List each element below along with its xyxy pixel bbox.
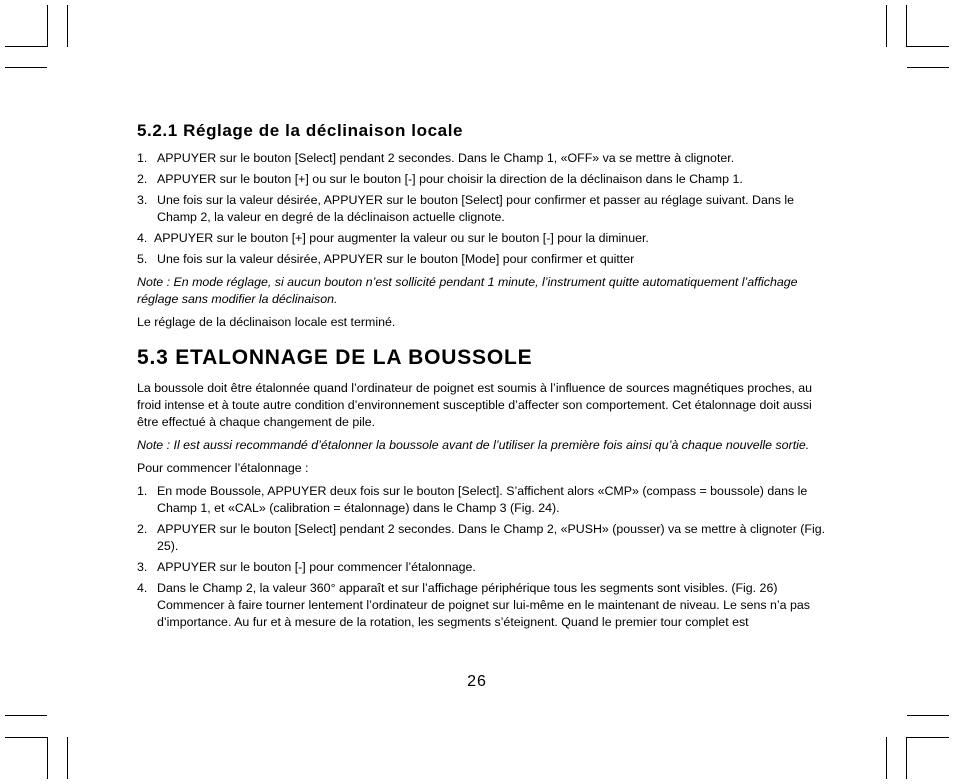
- list-item: [137, 150, 831, 167]
- crop-mark: [906, 46, 949, 47]
- intro-text: La boussole doit être étalonnée quand l’ordinateur de poignet est soumis à l’influence de sources magnétiques proches, au froid intense et à toute autre condition d’environnement susceptible d’affecter son comportement. Cet étalonnage doit aussi être effectué à chaque changement de pile.: [137, 381, 813, 429]
- step-text: APPUYER sur le bouton [-] pour commencer l’étalonnage.: [157, 560, 476, 574]
- step-number: 2.: [137, 522, 148, 536]
- page-number: 26: [467, 673, 487, 690]
- crop-mark: [67, 737, 68, 779]
- list-item: [137, 580, 831, 631]
- crop-mark: [906, 737, 907, 779]
- list-item: [137, 230, 831, 247]
- section-heading: 5.3 ETALONNAGE DE LA BOUSSOLE: [137, 346, 533, 369]
- step-number: 3.: [137, 560, 148, 574]
- step-text: En mode Boussole, APPUYER deux fois sur le bouton [Select]. S’affichent alors «CMP» (compass = boussole) dans le Champ 1, et «CAL» (calibration = étalonnage) dans le Champ 3 (Fig. 24).: [157, 484, 808, 515]
- list-item: [137, 171, 831, 188]
- crop-mark: [5, 67, 47, 68]
- crop-mark: [907, 67, 949, 68]
- crop-mark: [47, 737, 48, 779]
- crop-mark: [907, 715, 949, 716]
- conclusion-text: Le réglage de la déclinaison locale est terminé.: [137, 315, 396, 329]
- step-text: Dans le Champ 2, la valeur 360° apparaît et sur l’affichage périphérique tous les segments sont visibles. (Fig. 26) Commencer à faire tourner lentement l’ordinateur de poignet sur lui-même en le maintenant de niveau. Le sens n’a pas d’importance. Au fur et à mesure de la rotation, les segments s’éteignent. Quand le premier tour complet est: [157, 581, 810, 629]
- list-item: [137, 559, 831, 576]
- crop-mark: [886, 737, 887, 779]
- step-list: [137, 150, 831, 268]
- section-heading: 5.2.1 Réglage de la déclinaison locale: [137, 121, 464, 140]
- step-text: APPUYER sur le bouton [+] ou sur le bouton [-] pour choisir la direction de la déclinaison dans le Champ 1.: [157, 172, 743, 186]
- note-text: Note : En mode réglage, si aucun bouton n’est sollicité pendant 1 minute, l’instrument quitte automatiquement l’affichage réglage sans modifier la déclinaison.: [137, 275, 798, 306]
- note-text: Note : Il est aussi recommandé d’étalonner la boussole avant de l’utiliser la première fois ainsi qu’à chaque nouvelle sortie.: [137, 438, 810, 452]
- crop-mark: [906, 737, 949, 738]
- list-item: [137, 521, 831, 555]
- step-text: APPUYER sur le bouton [+] pour augmenter la valeur ou sur le bouton [-] pour la diminuer.: [154, 231, 649, 245]
- step-number: 4.: [137, 581, 148, 595]
- crop-mark: [886, 5, 887, 47]
- crop-mark: [5, 737, 48, 738]
- step-number: 5.: [137, 252, 148, 266]
- step-text: APPUYER sur le bouton [Select] pendant 2 secondes. Dans le Champ 2, «PUSH» (pousser) va se mettre à clignoter (Fig. 25).: [157, 522, 826, 553]
- crop-mark: [5, 715, 47, 716]
- crop-mark: [47, 5, 48, 47]
- crop-mark: [67, 5, 68, 47]
- list-item: [137, 192, 831, 226]
- page-content: [137, 120, 831, 637]
- step-number: 1.: [137, 484, 148, 498]
- step-text: APPUYER sur le bouton [Select] pendant 2 secondes. Dans le Champ 1, «OFF» va se mettre à clignoter.: [157, 151, 735, 165]
- step-number: 2.: [137, 172, 148, 186]
- step-number: 1.: [137, 151, 148, 165]
- lead-text: Pour commencer l’étalonnage :: [137, 461, 309, 475]
- crop-mark: [906, 5, 907, 47]
- crop-mark: [5, 46, 48, 47]
- list-item: [137, 251, 831, 268]
- step-text: Une fois sur la valeur désirée, APPUYER sur le bouton [Select] pour confirmer et passer au réglage suivant. Dans le Champ 2, la valeur en degré de la déclinaison actuelle clignote.: [157, 193, 795, 224]
- step-text: Une fois sur la valeur désirée, APPUYER sur le bouton [Mode] pour confirmer et quitter: [157, 252, 635, 266]
- step-number: 3.: [137, 193, 148, 207]
- step-list: [137, 483, 831, 631]
- step-number: 4.: [137, 231, 148, 245]
- list-item: [137, 483, 831, 517]
